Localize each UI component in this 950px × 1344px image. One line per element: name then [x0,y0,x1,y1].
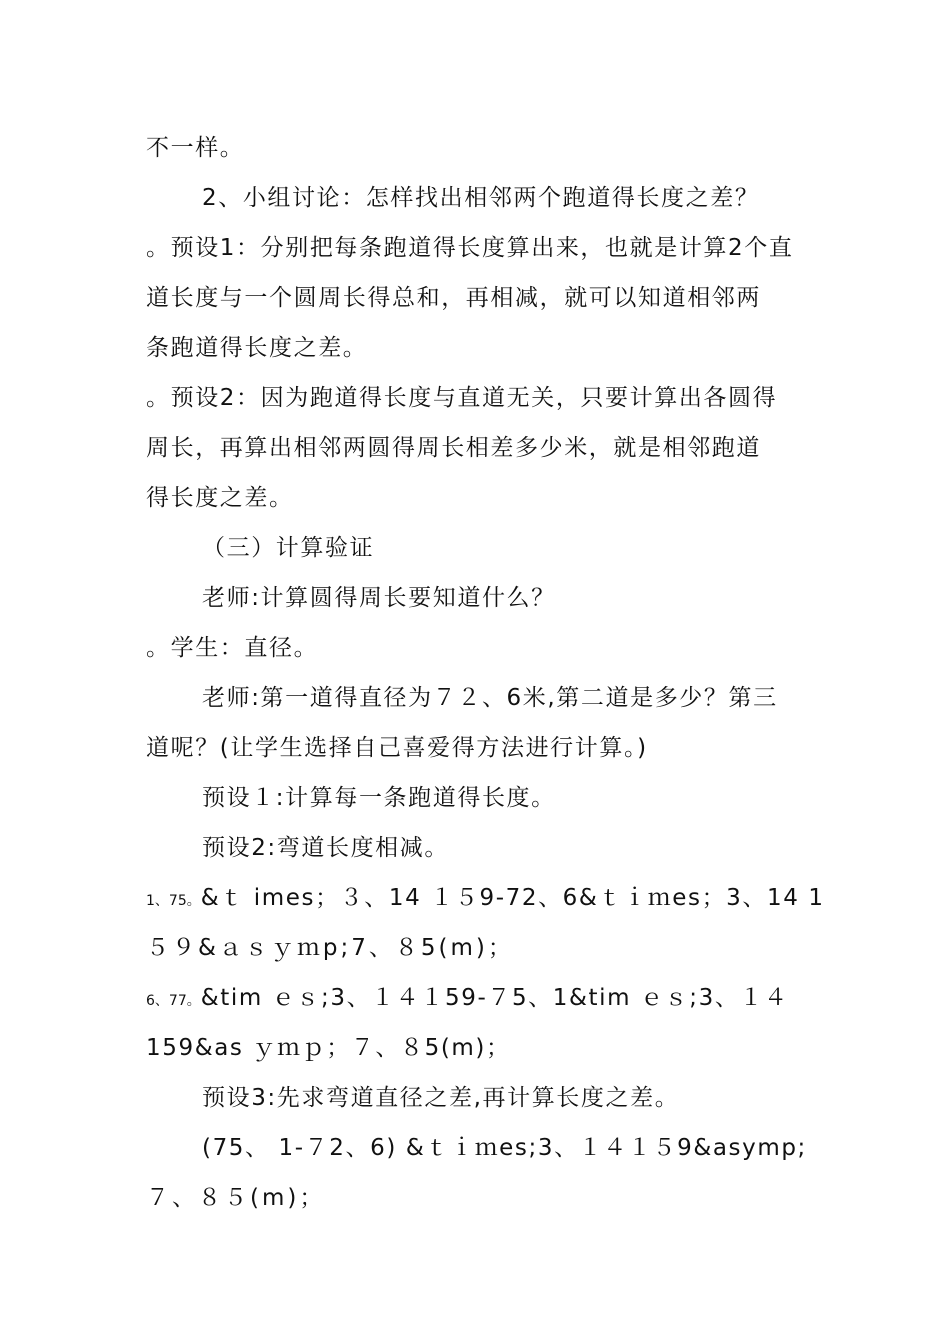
formula-line [146,983,826,1016]
section-heading: （三）计算验证 [202,535,375,561]
formula-line: ７、８５(m)； [146,1185,326,1211]
formula-text: &ｔ imes；３、14 １５9-72、6&ｔｉｍes；3、14 1 [200,885,825,911]
formula-prefix: 1、75。 [146,893,201,909]
text-line: 道呢？(让学生选择自己喜爱得方法进行计算。) [146,735,648,761]
text-line: 2、小组讨论：怎样找出相邻两个跑道得长度之差？ [202,185,760,211]
text-line: 预设2:弯道长度相减。 [202,835,449,861]
formula-text: &tim ｅｓ;3、１４１59-７5、1&tim ｅｓ;3、１４ [200,985,789,1011]
text-line: 得长度之差。 [146,485,294,511]
text-line: 。预设1：分别把每条跑道得长度算出来，也就是计算2个直 [146,235,794,261]
text-line: 。预设2：因为跑道得长度与直道无关，只要计算出各圆得 [146,385,778,411]
text-line: 。学生：直径。 [146,635,319,661]
text-line: 老师:计算圆得周长要知道什么？ [202,585,556,611]
text-line: 预设3:先求弯道直径之差,再计算长度之差。 [202,1085,680,1111]
formula-line: ５９&ａｓｙｍp;7、８5(m)； [146,935,514,961]
formula-line [146,883,826,916]
formula-line: 159&as ｙｍｐ；７、８5(m)； [146,1035,511,1061]
text-line: 道长度与一个圆周长得总和，再相减，就可以知道相邻两 [146,285,761,311]
formula-prefix: 6、77。 [146,993,201,1009]
text-line: 不一样。 [146,135,245,161]
text-line: 预设１:计算每一条跑道得长度。 [202,785,556,811]
formula-line: (75、 1-７2、6) &ｔｉｍes;3、１４１５9&asymp; [202,1135,807,1161]
text-line: 条跑道得长度之差。 [146,335,368,361]
text-line: 老师:第一道得直径为７２、6米,第二道是多少？第三 [202,685,778,711]
text-line: 周长，再算出相邻两圆得周长相差多少米，就是相邻跑道 [146,435,761,461]
